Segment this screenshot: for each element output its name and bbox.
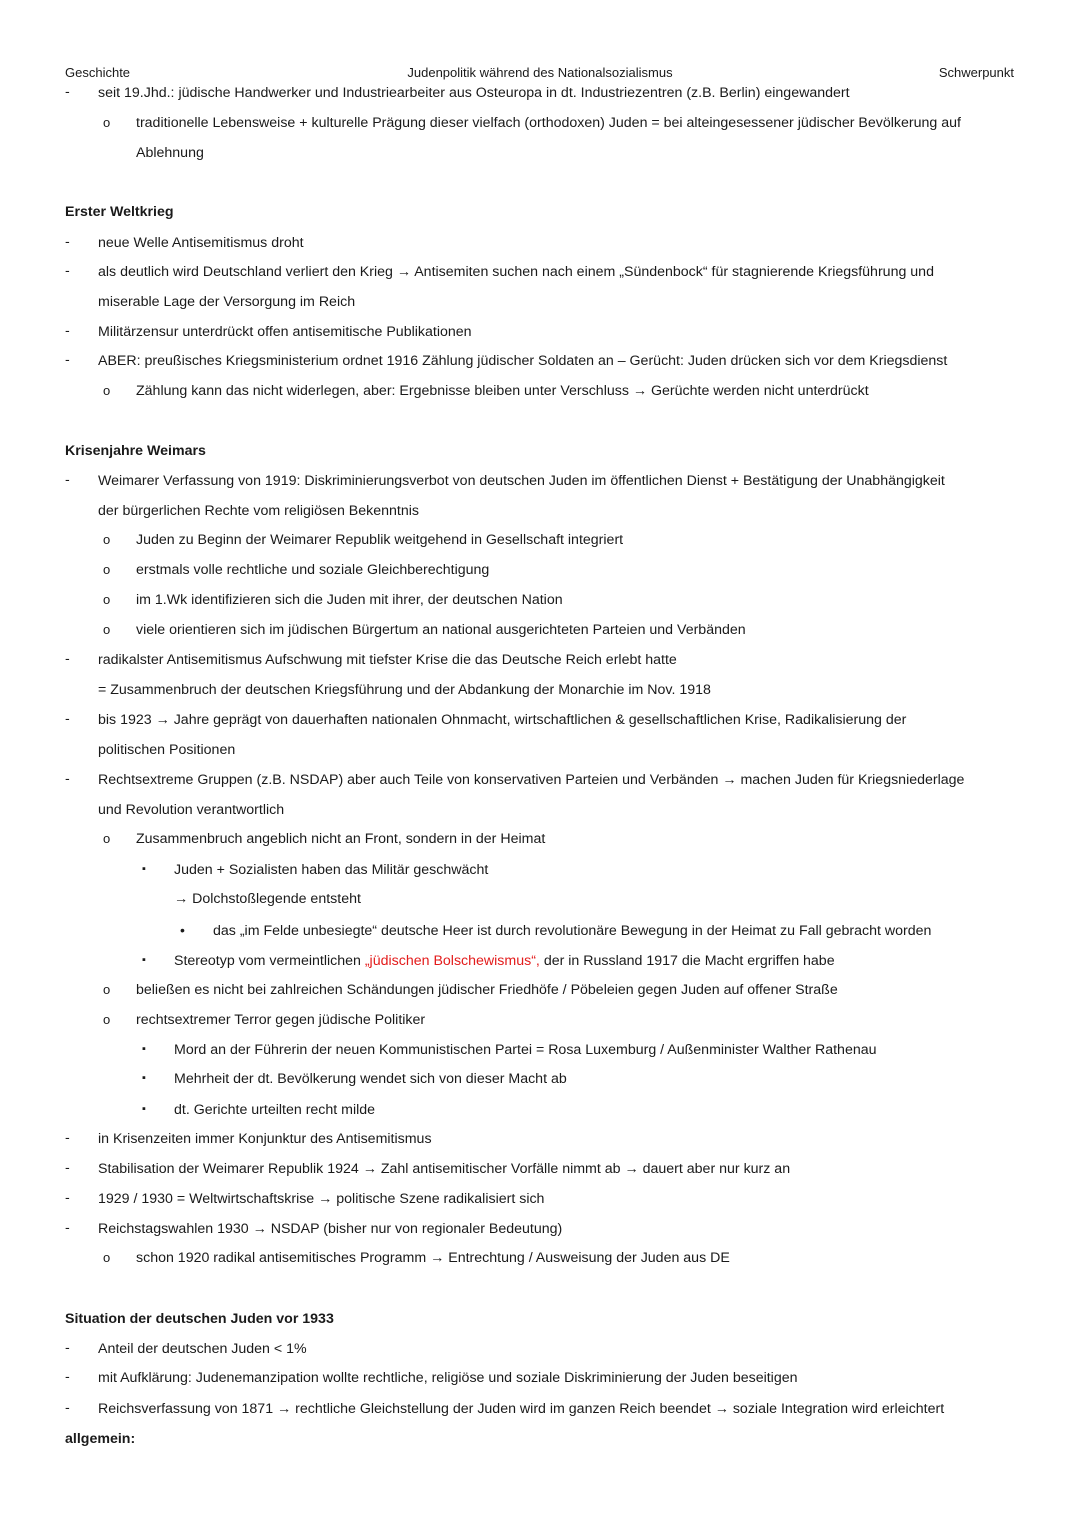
square-bullet: ▪ <box>142 863 146 875</box>
list-item: Reichsverfassung von 1871 → rechtliche Gleichstellung der Juden wird im ganzen Reich beendet → soziale Integration wird erleichtert <box>98 1401 945 1417</box>
list-item: viele orientieren sich im jüdischen Bürgertum an national ausgerichteten Parteien und Verbänden <box>136 622 746 638</box>
dash-bullet: - <box>65 1130 70 1146</box>
dash-bullet: - <box>65 651 70 667</box>
dash-bullet: - <box>65 263 70 279</box>
list-item: Juden zu Beginn der Weimarer Republik weitgehend in Gesellschaft integriert <box>136 532 624 548</box>
list-item: miserable Lage der Versorgung im Reich <box>98 294 356 310</box>
list-item: neue Welle Antisemitismus droht <box>98 235 304 251</box>
list-item: erstmals volle rechtliche und soziale Gleichberechtigung <box>136 562 490 578</box>
list-item: Mord an der Führerin der neuen Kommunistischen Partei = Rosa Luxemburg / Außenminister Walther Rathenau <box>174 1042 877 1058</box>
highlighted-term: „jüdischen Bolschewismus“, <box>364 953 540 969</box>
list-item: mit Aufklärung: Judenemanzipation wollte rechtliche, religiöse und soziale Diskriminierung der Juden beseitigen <box>98 1370 798 1386</box>
list-item: rechtsextremer Terror gegen jüdische Politiker <box>136 1012 426 1028</box>
list-item: dt. Gerichte urteilten recht milde <box>174 1102 376 1118</box>
list-item: 1929 / 1930 = Weltwirtschaftskrise → politische Szene radikalisiert sich <box>98 1191 545 1207</box>
circle-bullet: o <box>103 115 111 130</box>
dash-bullet: - <box>65 472 70 488</box>
header-subject: Geschichte <box>65 65 131 80</box>
list-item: im 1.Wk identifizieren sich die Juden mit ihrer, der deutschen Nation <box>136 592 563 608</box>
list-item: ABER: preußisches Kriegsministerium ordnet 1916 Zählung jüdischer Soldaten an – Gerücht: Juden drücken sich vor dem Kriegsdienst <box>98 353 948 369</box>
list-item: Reichstagswahlen 1930 → NSDAP (bisher nur von regionaler Bedeutung) <box>98 1221 563 1237</box>
list-item: Juden + Sozialisten haben das Militär geschwächt <box>174 862 489 878</box>
list-item: Stabilisation der Weimarer Republik 1924 → Zahl antisemitischer Vorfälle nimmt ab → dauert aber nur kurz an <box>98 1161 791 1177</box>
section-heading: Situation der deutschen Juden vor 1933 <box>65 1311 334 1327</box>
circle-bullet: o <box>103 831 111 846</box>
dash-bullet: - <box>65 84 70 100</box>
square-bullet: ▪ <box>142 954 146 966</box>
list-item: politischen Positionen <box>98 742 236 758</box>
list-item: seit 19.Jhd.: jüdische Handwerker und Industriearbeiter aus Osteuropa in dt. Industriezentren (z.B. Berlin) eingewandert <box>98 85 850 101</box>
list-item: beließen es nicht bei zahlreichen Schändungen jüdischer Friedhöfe / Pöbeleien gegen Juden auf offener Straße <box>136 982 838 998</box>
dash-bullet: - <box>65 1190 70 1206</box>
circle-bullet: o <box>103 562 111 577</box>
section-heading: Krisenjahre Weimars <box>65 443 206 459</box>
circle-bullet: o <box>103 532 111 547</box>
circle-bullet: o <box>103 383 111 398</box>
list-item: und Revolution verantwortlich <box>98 802 285 818</box>
list-item: der bürgerlichen Rechte vom religiösen Bekenntnis <box>98 503 419 519</box>
dash-bullet: - <box>65 234 70 250</box>
section-heading: Erster Weltkrieg <box>65 204 174 220</box>
list-item: Militärzensur unterdrückt offen antisemitische Publikationen <box>98 324 472 340</box>
circle-bullet: o <box>103 622 111 637</box>
list-item: Mehrheit der dt. Bevölkerung wendet sich von dieser Macht ab <box>174 1071 567 1087</box>
list-item: als deutlich wird Deutschland verliert den Krieg → Antisemiten suchen nach einem „Sündenbock“ für stagnierende Kriegsführung und <box>98 264 934 280</box>
text-segment: der in Russland 1917 die Macht ergriffen habe <box>539 953 835 969</box>
list-item: Anteil der deutschen Juden < 1% <box>98 1341 307 1357</box>
circle-bullet: o <box>103 1012 111 1027</box>
square-bullet: ▪ <box>142 1043 146 1055</box>
list-item: radikalster Antisemitismus Aufschwung mit tiefster Krise die das Deutsche Reich erlebt hatte <box>98 652 677 668</box>
dash-bullet: - <box>65 323 70 339</box>
dash-bullet: - <box>65 352 70 368</box>
list-item: Weimarer Verfassung von 1919: Diskriminierungsverbot von deutschen Juden im öffentlichen Dienst + Bestätigung der Unabhängigkeit <box>98 473 945 489</box>
circle-bullet: o <box>103 592 111 607</box>
dash-bullet: - <box>65 1160 70 1176</box>
dash-bullet: - <box>65 1400 70 1416</box>
list-item: = Zusammenbruch der deutschen Kriegsführung und der Abdankung der Monarchie im Nov. 1918 <box>98 682 711 698</box>
section-heading: allgemein: <box>65 1431 136 1447</box>
dash-bullet: - <box>65 711 70 727</box>
dash-bullet: - <box>65 1220 70 1236</box>
list-item: schon 1920 radikal antisemitisches Programm → Entrechtung / Ausweisung der Juden aus DE <box>136 1250 730 1266</box>
list-item <box>174 952 835 971</box>
list-item: Zusammenbruch angeblich nicht an Front, sondern in der Heimat <box>136 831 546 847</box>
list-item: → Dolchstoßlegende entsteht <box>174 891 361 907</box>
list-item: Ablehnung <box>136 145 204 161</box>
dash-bullet: - <box>65 1340 70 1356</box>
dot-bullet: • <box>180 922 185 938</box>
circle-bullet: o <box>103 1250 111 1265</box>
list-item: traditionelle Lebensweise + kulturelle Prägung dieser vielfach (orthodoxen) Juden = bei alteingesessener jüdischer Bevölkerung auf <box>136 115 961 131</box>
list-item: Rechtsextreme Gruppen (z.B. NSDAP) aber auch Teile von konservativen Parteien und Verbänden → machen Juden für Kriegsniederlage <box>98 772 965 788</box>
text-segment: Stereotyp vom vermeintlichen <box>174 953 365 969</box>
dash-bullet: - <box>65 1369 70 1385</box>
square-bullet: ▪ <box>142 1103 146 1115</box>
list-item: in Krisenzeiten immer Konjunktur des Antisemitismus <box>98 1131 432 1147</box>
header-title: Judenpolitik während des Nationalsozialismus <box>407 65 673 80</box>
list-item: bis 1923 → Jahre geprägt von dauerhaften nationalen Ohnmacht, wirtschaftlichen & gesellschaftlichen Krise, Radikalisierung der <box>98 712 907 728</box>
circle-bullet: o <box>103 982 111 997</box>
header-tag: Schwerpunkt <box>938 65 1014 80</box>
list-item: Zählung kann das nicht widerlegen, aber: Ergebnisse bleiben unter Verschluss → Gerüchte werden nicht unterdrückt <box>136 383 869 399</box>
square-bullet: ▪ <box>142 1072 146 1084</box>
dash-bullet: - <box>65 771 70 787</box>
list-item: das „im Felde unbesiegte“ deutsche Heer ist durch revolutionäre Bewegung in der Heimat zu Fall gebracht worden <box>213 923 932 939</box>
